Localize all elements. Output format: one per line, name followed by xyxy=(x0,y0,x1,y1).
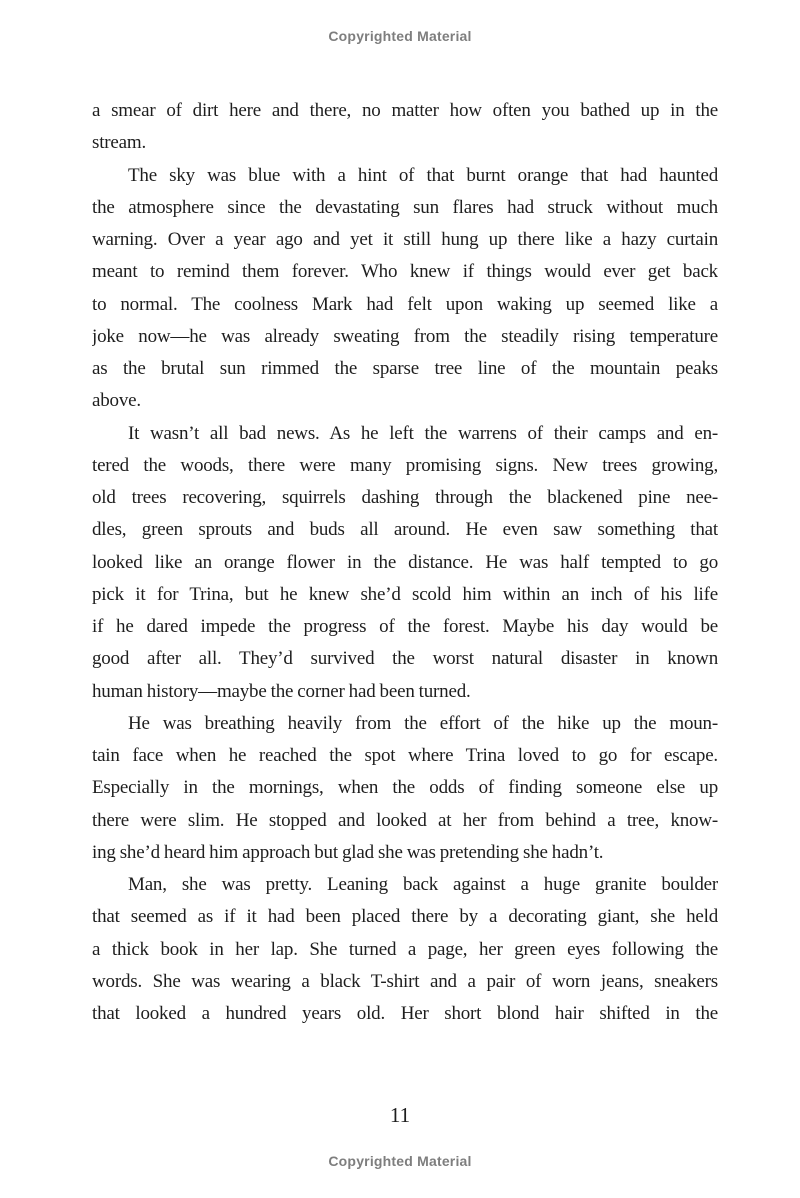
text-line: that looked a hundred years old. Her short blond hair shifted in the xyxy=(92,1003,718,1024)
paragraph xyxy=(92,869,718,1030)
text-line: a smear of dirt here and there, no matter how often you bathed up in the xyxy=(92,100,718,121)
text-line: the atmosphere since the devastating sun flares had struck without much xyxy=(92,196,718,218)
text-line: old trees recovering, squirrels dashing through the blackened pine nee- xyxy=(92,487,718,508)
text-line: if he dared impede the progress of the forest. Maybe his day would be xyxy=(92,616,718,637)
text-line: a thick book in her lap. She turned a page, her green eyes following the xyxy=(92,938,718,960)
text-line: good after all. They’d survived the worst natural disaster in known xyxy=(92,648,718,670)
text-line: there were slim. He stopped and looked at her from behind a tree, know- xyxy=(92,809,718,831)
copyright-notice-top: Copyrighted Material xyxy=(328,28,472,44)
text-line: dles, green sprouts and buds all around. He even saw something that xyxy=(92,519,718,541)
text-line: warning. Over a year ago and yet it still hung up there like a hazy curtain xyxy=(92,229,718,250)
text-line: Man, she was pretty. Leaning back against a huge granite boulder xyxy=(128,874,718,895)
page-body xyxy=(92,95,718,1030)
text-line: as the brutal sun rimmed the sparse tree line of the mountain peaks xyxy=(92,358,718,379)
text-line: meant to remind them forever. Who knew if things would ever get back xyxy=(92,261,718,283)
text-line: looked like an orange flower in the distance. He was half tempted to go xyxy=(92,551,718,573)
text-line: pick it for Trina, but he knew she’d scold him within an inch of his life xyxy=(92,583,718,605)
text-line: stream. xyxy=(92,132,146,154)
text-line: words. She was wearing a black T-shirt and a pair of worn jeans, sneakers xyxy=(92,970,718,992)
text-line: The sky was blue with a hint of that burnt orange that had haunted xyxy=(128,164,718,186)
text-line: human history—maybe the corner had been turned. xyxy=(92,680,471,702)
text-line: that seemed as if it had been placed there by a decorating giant, she held xyxy=(92,906,718,928)
paragraph xyxy=(92,418,718,708)
paragraph xyxy=(92,160,718,418)
text-line: tered the woods, there were many promising signs. New trees growing, xyxy=(92,454,718,476)
copyright-notice-bottom: Copyrighted Material xyxy=(328,1153,472,1169)
text-line: tain face when he reached the spot where Trina loved to go for escape. xyxy=(92,745,718,766)
text-line: ing she’d heard him approach but glad she was pretending she hadn’t. xyxy=(92,841,604,863)
text-line: Especially in the mornings, when the odds of finding someone else up xyxy=(92,777,718,799)
text-line: above. xyxy=(92,390,141,412)
text-line: It wasn’t all bad news. As he left the warrens of their camps and en- xyxy=(128,422,718,444)
text-line: joke now—he was already sweating from the steadily rising temperature xyxy=(92,325,718,347)
text-line: He was breathing heavily from the effort of the hike up the moun- xyxy=(128,712,718,734)
paragraph xyxy=(92,95,718,160)
page-number: 11 xyxy=(389,1103,411,1127)
text-line: to normal. The coolness Mark had felt upon waking up seemed like a xyxy=(92,293,718,315)
paragraph xyxy=(92,708,718,869)
